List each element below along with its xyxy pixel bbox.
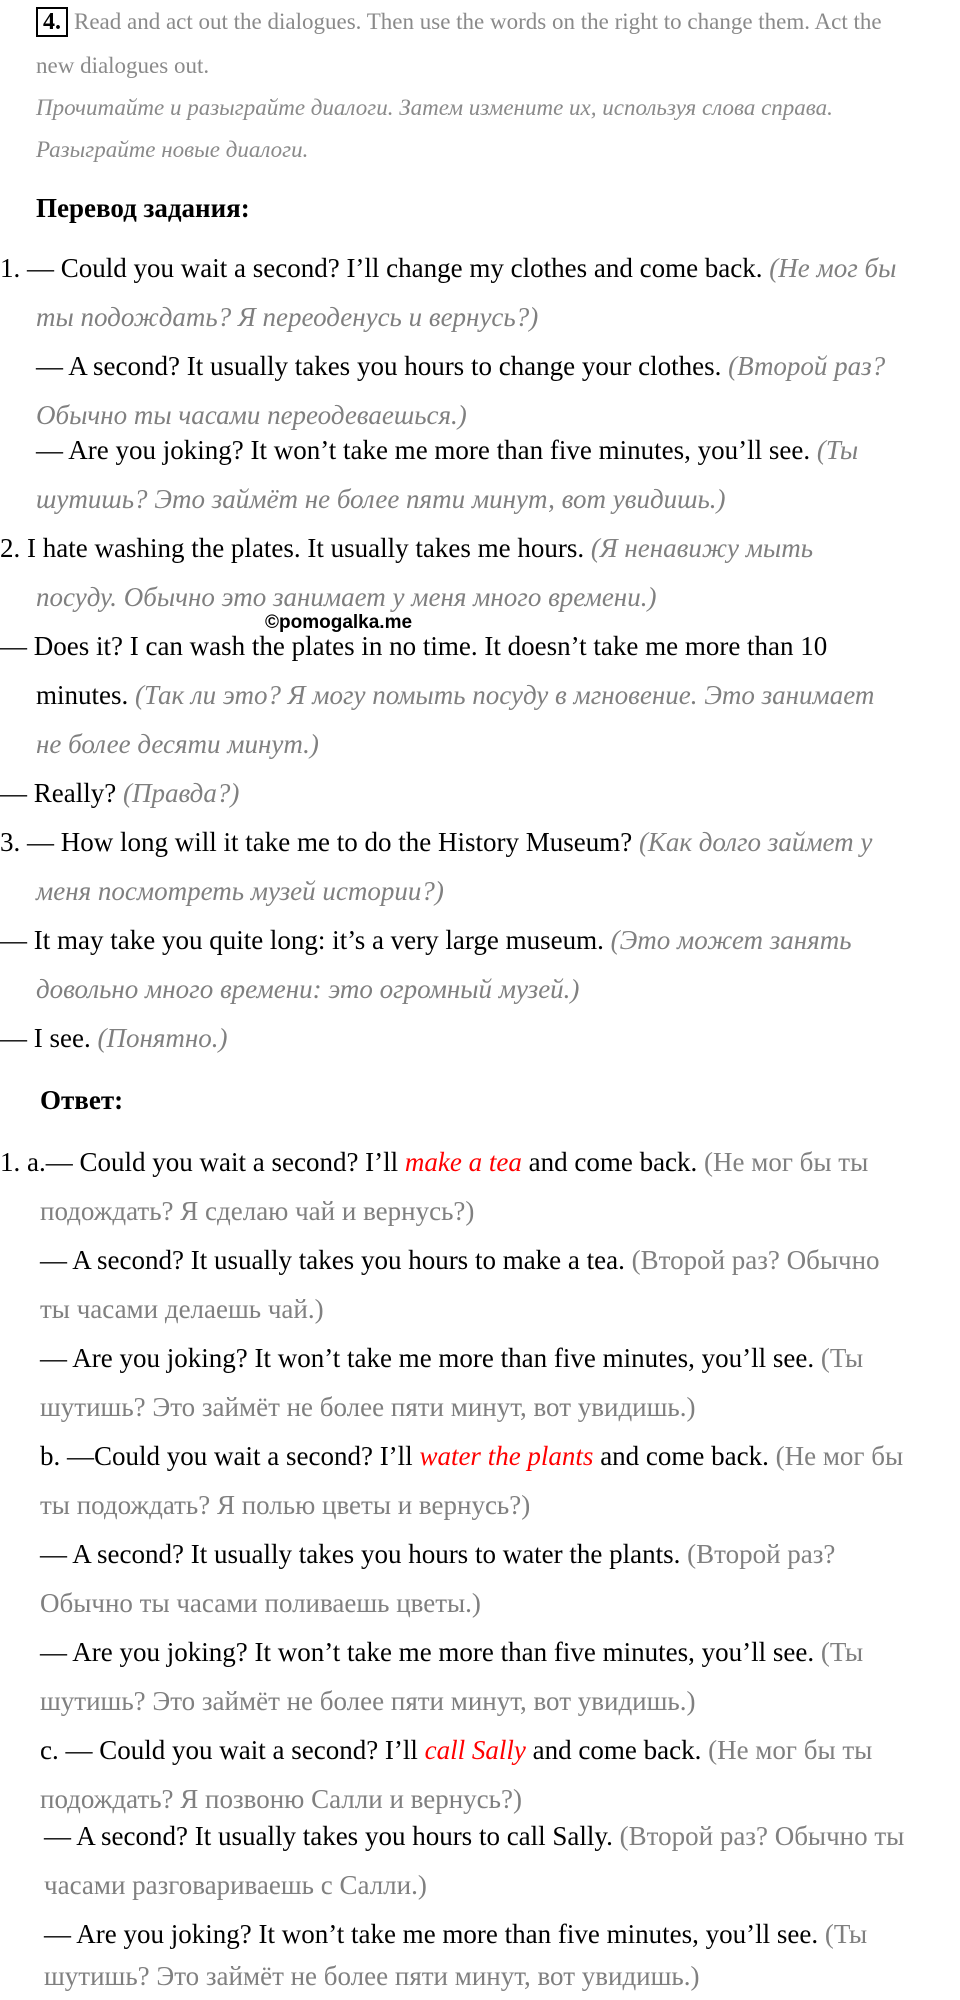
task-number: 4.	[36, 7, 68, 37]
replacement-phrase: make a tea	[404, 1147, 522, 1177]
en-text: — A second? It usually takes you hours to water the plants.	[40, 1539, 688, 1569]
answer-line-5	[40, 1340, 863, 1376]
en-text: — Are you joking? It won’t take me more than five minutes, you’ll see.	[40, 1343, 821, 1373]
task-ru-line-2: Разыграйте новые диалоги.	[36, 137, 309, 162]
answer-line-4: ты часами делаешь чай.)	[40, 1294, 324, 1324]
translation-line-4: Обычно ты часами переодеваешься.)	[36, 400, 467, 430]
en-text: — Really?	[0, 778, 123, 808]
answer-line-8: ты подождать? Я полью цветы и вернусь?)	[40, 1490, 531, 1520]
ru-text: (Не мог бы	[769, 253, 897, 283]
answer-line-16: часами разговариваешь с Салли.)	[44, 1870, 427, 1900]
answer-line-12: шутишь? Это займёт не более пяти минут, вот увидишь.)	[40, 1686, 696, 1716]
answer-line-13	[40, 1732, 872, 1768]
answer-line-6: шутишь? Это займёт не более пяти минут, вот увидишь.)	[40, 1392, 696, 1422]
ru-text: (Второй раз? Обычно ты	[619, 1821, 905, 1851]
watermark: ©pomogalka.me	[265, 612, 413, 633]
translation-line-13	[0, 824, 872, 860]
en-text: — It may take you quite long: it’s a very large museum.	[0, 925, 611, 955]
en-text: 2. I hate washing the plates. It usually takes me hours.	[0, 533, 591, 563]
en-text: — Are you joking? It won’t take me more than five minutes, you’ll see.	[40, 1637, 821, 1667]
answer-heading: Ответ:	[40, 1085, 124, 1115]
ru-text: (Ты	[820, 1637, 864, 1667]
en-text: 1. — Could you wait a second? I’ll change my clothes and come back.	[0, 253, 770, 283]
translation-line-11: не более десяти минут.)	[36, 729, 319, 759]
task-text-1: Read and act out the dialogues. Then use the words on the right to change them. Act the	[74, 9, 882, 34]
replacement-phrase: water the plants	[419, 1441, 594, 1471]
ru-text: (Как долго займет у	[638, 827, 873, 857]
ru-text: (Не мог бы	[775, 1441, 904, 1471]
en-text: and come back.	[521, 1147, 705, 1177]
ru-text: (Понятно.)	[97, 1023, 228, 1053]
ru-text: (Правда?)	[122, 778, 240, 808]
answer-line-17	[44, 1916, 867, 1952]
translation-line-6: шутишь? Это займёт не более пяти минут, вот увидишь.)	[36, 484, 726, 514]
ru-text: (Ты	[820, 1343, 864, 1373]
translation-heading: Перевод задания:	[36, 193, 250, 223]
translation-line-3	[36, 348, 885, 384]
ru-text: (Я ненавижу мыть	[590, 533, 814, 563]
ru-text: (Второй раз?	[728, 351, 886, 381]
task-line-1	[36, 4, 882, 40]
en-text: — A second? It usually takes you hours to make a tea.	[40, 1245, 632, 1275]
answer-line-1	[0, 1144, 868, 1180]
translation-line-5	[36, 432, 858, 468]
answer-line-15	[44, 1818, 904, 1854]
answer-line-18: шутишь? Это займёт не более пяти минут, вот увидишь.)	[44, 1961, 700, 1991]
ru-text: (Второй раз? Обычно	[631, 1245, 880, 1275]
answer-line-7	[40, 1438, 903, 1474]
ru-text: (Не мог бы ты	[708, 1735, 873, 1765]
answer-line-2: подождать? Я сделаю чай и вернусь?)	[40, 1196, 475, 1226]
en-text: — A second? It usually takes you hours to change your clothes.	[36, 351, 729, 381]
ru-text: (Второй раз?	[687, 1539, 836, 1569]
ru-text: (Это может занять	[610, 925, 852, 955]
en-text: c. — Could you wait a second? I’ll	[40, 1735, 425, 1765]
answer-line-11	[40, 1634, 863, 1670]
translation-line-2: ты подождать? Я переоденусь и вернусь?)	[36, 302, 539, 332]
ru-text: (Ты	[816, 435, 859, 465]
en-text: and come back.	[593, 1441, 776, 1471]
translation-line-9: — Does it? I can wash the plates in no time. It doesn’t take me more than 10	[0, 631, 828, 661]
en-text: 1. a.— Could you wait a second? I’ll	[0, 1147, 405, 1177]
en-text: b. —Could you wait a second? I’ll	[40, 1441, 420, 1471]
en-text: 3. — How long will it take me to do the History Museum?	[0, 827, 639, 857]
en-text: — Are you joking? It won’t take me more than five minutes, you’ll see.	[36, 435, 817, 465]
translation-line-7	[0, 530, 813, 566]
en-text: and come back.	[525, 1735, 709, 1765]
en-text: minutes.	[36, 680, 135, 710]
translation-line-10	[36, 677, 874, 713]
answer-line-14: подождать? Я позвоню Салли и вернусь?)	[40, 1784, 522, 1814]
answer-line-10: Обычно ты часами поливаешь цветы.)	[40, 1588, 481, 1618]
answer-line-9	[40, 1536, 835, 1572]
en-text: — Are you joking? It won’t take me more than five minutes, you’ll see.	[44, 1919, 825, 1949]
task-line-2: new dialogues out.	[36, 53, 210, 78]
translation-line-12	[0, 775, 239, 811]
translation-line-14: меня посмотреть музей истории?)	[36, 876, 444, 906]
ru-text: (Так ли это? Я могу помыть посуду в мгновение. Это занимает	[135, 680, 875, 710]
translation-line-1	[0, 250, 896, 286]
answer-line-3	[40, 1242, 880, 1278]
en-text: — I see.	[0, 1023, 98, 1053]
ru-text: (Ты	[824, 1919, 868, 1949]
translation-line-17	[0, 1020, 228, 1056]
en-text: — A second? It usually takes you hours to call Sally.	[44, 1821, 620, 1851]
translation-line-16: довольно много времени: это огромный музей.)	[36, 974, 580, 1004]
translation-line-8: посуду. Обычно это занимает у меня много времени.)	[36, 582, 657, 612]
ru-text: (Не мог бы ты	[704, 1147, 869, 1177]
task-ru-line-1: Прочитайте и разыграйте диалоги. Затем измените их, используя слова справа.	[36, 95, 833, 120]
translation-line-15	[0, 922, 852, 958]
replacement-phrase: call Sally	[424, 1735, 526, 1765]
